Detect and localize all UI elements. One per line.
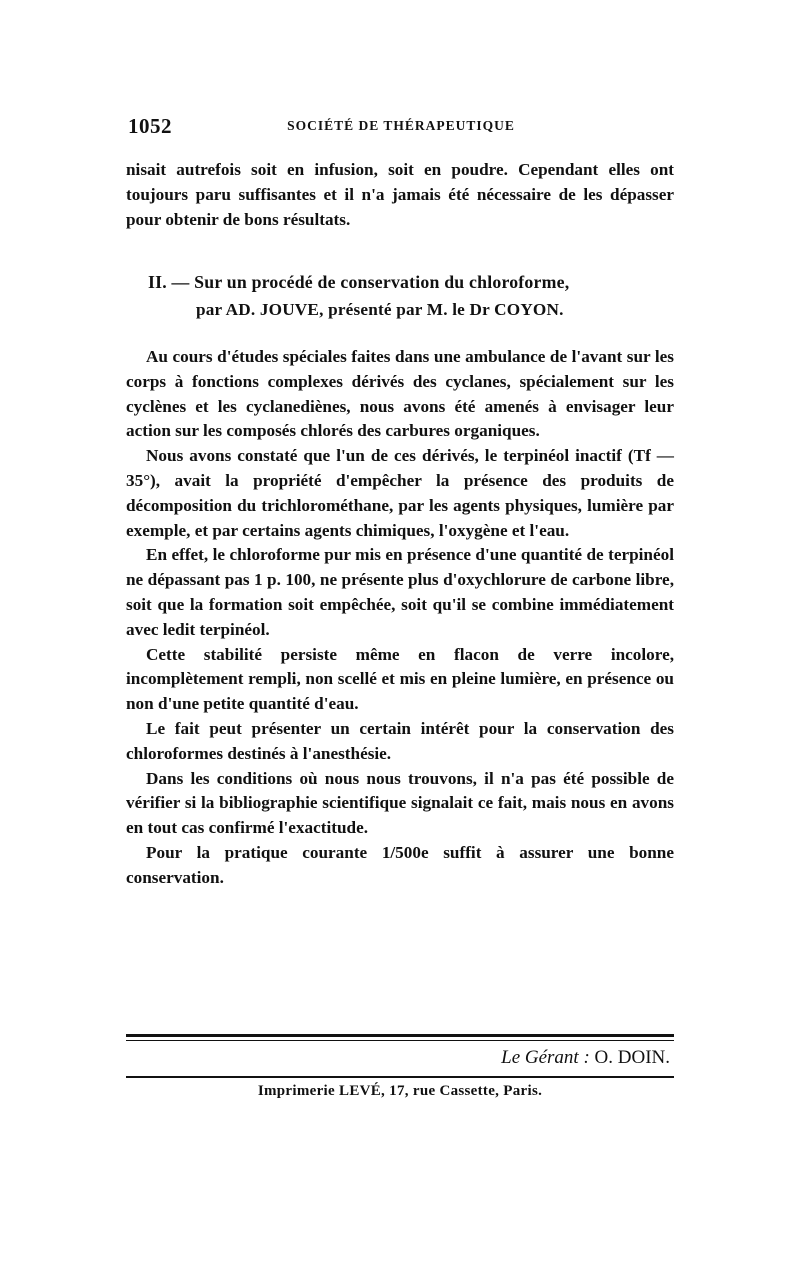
continuation-paragraph: [126, 158, 674, 232]
paragraph: Cette stabilité persiste même en flacon de verre incolore, incomplètement rempli, non scellé et mis en pleine lumière, en présence ou non d'une petite quantité d'eau.: [126, 644, 674, 714]
continuation-text: nisait autrefois soit en infusion, soit en poudre. Cependant elles ont toujours paru suffisantes et il n'a jamais été nécessaire de les dépasser pour obtenir de bons résultats.: [126, 160, 674, 229]
imprint-rule: [126, 1076, 674, 1078]
paragraph: En effet, le chloroforme pur mis en présence d'une quantité de terpinéol ne dépassant pas 1 p. 100, ne présente plus d'oxychlorure de carbone libre, soit que la formation soit empêchée, soit qu'il se combine immédiatement avec ledit terpinéol.: [126, 545, 674, 639]
article-body: [126, 345, 674, 891]
page-number: 1052: [128, 114, 172, 138]
footer-rule-thick: [126, 1034, 674, 1037]
gerant-name: O. DOIN.: [594, 1047, 670, 1068]
footer-rule-thin: [126, 1040, 674, 1041]
section-title: II. — Sur un procédé de conservation du chloroforme,: [148, 272, 570, 292]
paragraph: Le fait peut présenter un certain intérêt pour la conservation des chloroformes destinés à l'anesthésie.: [126, 718, 674, 763]
paragraph: Pour la pratique courante 1/500e suffit à assurer une bonne conservation.: [126, 842, 674, 887]
paragraph: Nous avons constaté que l'un de ces dérivés, le terpinéol inactif (Tf — 35°), avait la propriété d'empêcher la présence des produits de décomposition du trichlorométhane, par les agents physiques, lumière par exemple, et par certains agents chimiques, l'oxygène et l'eau.: [126, 446, 674, 540]
gerant-line: [501, 1047, 670, 1069]
page-header: [128, 114, 674, 138]
running-head: SOCIÉTÉ DE THÉRAPEUTIQUE: [287, 118, 515, 133]
section-byline: par AD. JOUVE, présenté par M. le Dr COYON.: [196, 300, 564, 319]
imprint-line: Imprimerie LEVÉ, 17, rue Cassette, Paris.: [257, 1083, 543, 1099]
paragraph: Au cours d'études spéciales faites dans une ambulance de l'avant sur les corps à fonctions complexes dérivés des cyclanes, spécialement sur les cyclènes et les cyclanediènes, nous avons été amenés à envisager leur action sur les composés chlorés des carbures organiques.: [126, 347, 674, 441]
paragraph: Dans les conditions où nous nous trouvons, il n'a pas été possible de vérifier si la bibliographie scientifique signalait ce fait, mais nous en avons en tout cas confirmé l'exactitude.: [126, 768, 674, 838]
gerant-label: Le Gérant :: [501, 1047, 590, 1068]
